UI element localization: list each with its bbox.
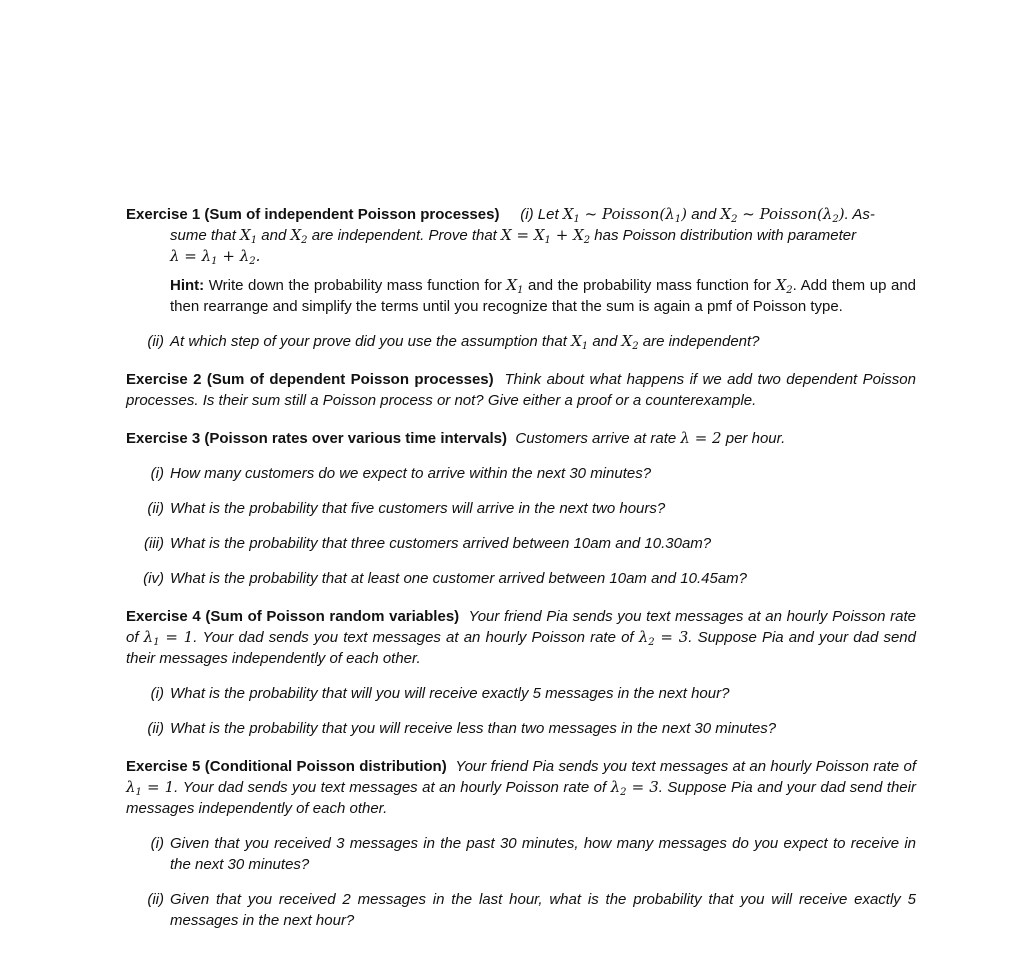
- exercise-5-title: Exercise 5 (Conditional Poisson distribution): [126, 758, 447, 775]
- exercise-2-title: Exercise 2 (Sum of dependent Poisson processes): [126, 371, 494, 388]
- exercise-3-item-i: (i) How many customers do we expect to arrive within the next 30 minutes?: [150, 465, 652, 482]
- exercise-5: Exercise 5 (Conditional Poisson distribution) Your friend Pia sends you text messages at an hourly Poisson rate of $\lambda_1 = 1$. Your dad sends you text messages at an hourly Poisson rate of $\lambda_2 = 3$. Suppose Pia and your dad send their messages independently of each other.: [126, 758, 916, 817]
- exercise-3-title: Exercise 3 (Poisson rates over various time intervals): [126, 430, 508, 447]
- hint-label: Hint:: [170, 277, 205, 294]
- exercise-4-item-ii: (ii) What is the probability that you will receive less than two messages in the next 30 minutes?: [147, 720, 777, 737]
- math-x1-dist: $X_1$ ~ $Poisson(\lambda_1)$: [562, 205, 688, 225]
- exercise-1-title: Exercise 1 (Sum of independent Poisson processes): [126, 206, 500, 223]
- exercise-3-item-iii: (iii) What is the probability that three customers arrived between 10am and 10.30am?: [144, 535, 712, 552]
- exercise-1: Exercise 1 (Sum of independent Poisson processes) (i) Let $X_1$ ~ $Poisson(\lambda_1)$ and $X_2$ ~ $Poisson(\lambda_2)$. As-: [126, 205, 875, 225]
- exercise-3-item-ii: (ii) What is the probability that five customers will arrive in the next two hours?: [147, 500, 666, 517]
- exercise-3: Exercise 3 (Poisson rates over various time intervals) Customers arrive at rate λ = 2 per hour.: [126, 429, 786, 447]
- exercise-1-item-ii: (ii) At which step of your prove did you use the assumption that $X_1$ and $X_2$ are independent?: [126, 331, 916, 352]
- worksheet: [126, 204, 916, 931]
- exercise-1-item-i-number: (i): [520, 206, 534, 223]
- math-x2-dist: $X_2$ ~ $Poisson(\lambda_2)$: [720, 205, 845, 225]
- item-number: (ii): [147, 333, 164, 350]
- exercise-2: [126, 369, 916, 411]
- exercise-3-item-iv: (iv) What is the probability that at least one customer arrived between 10am and 10.45am?: [143, 570, 747, 587]
- exercise-4: Exercise 4 (Sum of Poisson random variables) Your friend Pia sends you text messages at an hourly Poisson rate of $\lambda_1 = 1$. Your dad sends you text messages at an hourly Poisson rate of $\lambda_2 = 3$. Suppose Pia and your dad send their messages independently of each other.: [126, 608, 916, 667]
- exercise-1-item-i-continued: sume that $X_1$ and $X_2$ are independent. Prove that $X = X_1 + X_2$ has Poisson distribution with parameter $\lambda = \lambda_1 + \lambda_2$.: [170, 226, 857, 267]
- exercise-1-hint: Hint: Write down the probability mass function for $X_1$ and the probability mass function for $X_2$. Add them up and then rearrange and simplify the terms until you recognize that the sum is again a pmf of Poisson type.: [170, 276, 917, 315]
- exercise-2-text: Think about what happens if we add two dependent Poisson processes. Is their sum still a Poisson process or not? Give either a proof or a counterexample.: [126, 371, 916, 409]
- exercise-4-title: Exercise 4 (Sum of Poisson random variables): [126, 608, 460, 625]
- exercise-4-item-i: (i) What is the probability that will you will receive exactly 5 messages in the next hour?: [150, 685, 730, 702]
- exercise-5-item-ii: (ii) Given that you received 2 messages in the last hour, what is the probability that you will receive exactly 5 messages in the next hour?: [147, 891, 916, 929]
- exercise-5-item-i: (i) Given that you received 3 messages in the past 30 minutes, how many messages do you expect to receive in the next 30 minutes?: [150, 835, 916, 873]
